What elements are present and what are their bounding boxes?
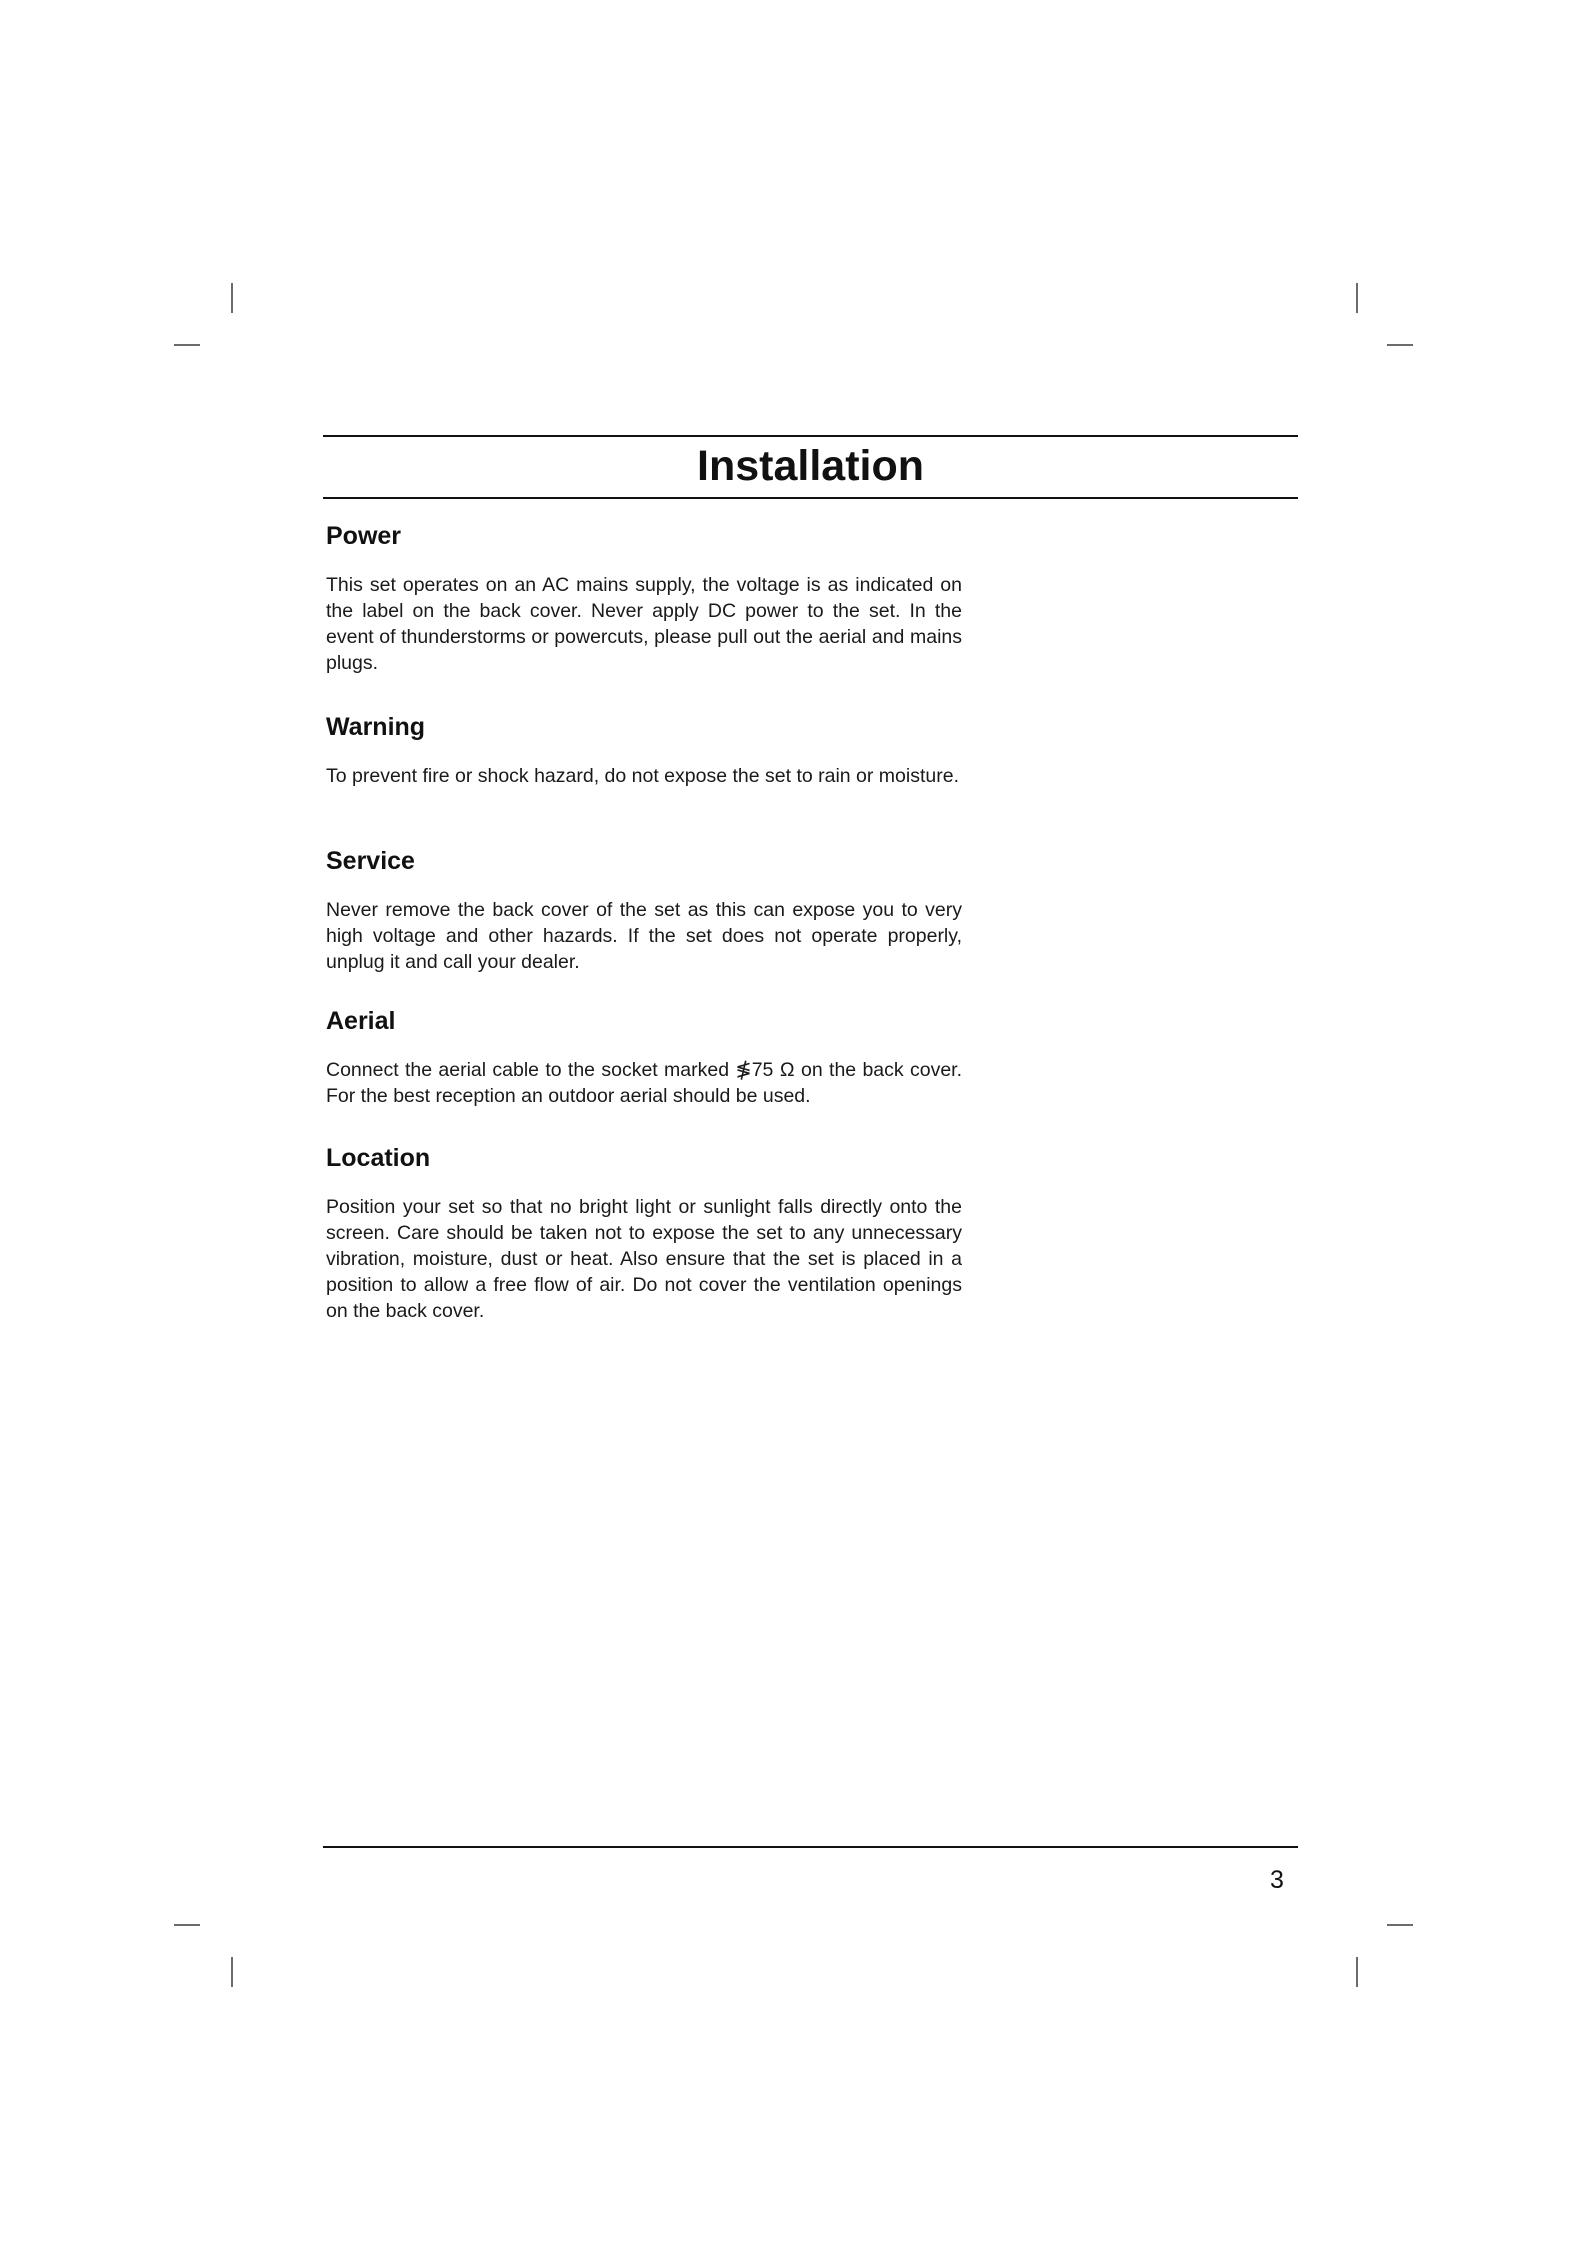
section-heading: Power	[326, 522, 402, 550]
crop-mark-top-right-horizontal	[1387, 344, 1413, 346]
section-location	[326, 1143, 962, 1324]
section-service	[326, 846, 962, 975]
footer-rule	[323, 1846, 1298, 1848]
page-number: 3	[1270, 1866, 1284, 1894]
section-aerial	[326, 1006, 962, 1109]
crop-mark-bottom-left-horizontal	[174, 1924, 200, 1926]
section-heading: Aerial	[326, 1007, 396, 1035]
section-paragraph: Position your set so that no bright light or sunlight falls directly onto the screen. Care should be taken not to expose the set to any unnecessary vibration, moisture, dust or heat. Also ensure that the set is placed in a position to allow a free flow of air. Do not cover the ventilation openings on the back cover.	[326, 1196, 962, 1322]
crop-mark-bottom-left-vertical	[231, 1957, 233, 1987]
section-paragraph: Connect the aerial cable to the socket marked ≸75 Ω on the back cover. For the best reception an outdoor aerial should be used.	[326, 1059, 962, 1107]
crop-mark-top-left-horizontal	[174, 344, 200, 346]
crop-mark-top-left-vertical	[231, 283, 233, 313]
section-power	[326, 521, 962, 676]
crop-mark-bottom-right-horizontal	[1387, 1924, 1413, 1926]
section-paragraph: Never remove the back cover of the set as this can expose you to very high voltage and other hazards. If the set does not operate properly, unplug it and call your dealer.	[326, 899, 962, 973]
crop-mark-top-right-vertical	[1356, 283, 1358, 313]
section-heading: Service	[326, 847, 415, 875]
section-warning	[326, 712, 962, 789]
page-title: Installation	[697, 442, 924, 490]
section-paragraph: This set operates on an AC mains supply, the voltage is as indicated on the label on the back cover. Never apply DC power to the set. In the event of thunderstorms or powercuts, please pull out the aerial and mains plugs.	[326, 574, 962, 674]
section-heading: Warning	[326, 713, 426, 741]
crop-mark-bottom-right-vertical	[1356, 1957, 1358, 1987]
section-heading: Location	[326, 1144, 431, 1172]
title-bottom-rule	[323, 497, 1298, 499]
section-paragraph: To prevent fire or shock hazard, do not expose the set to rain or moisture.	[326, 765, 959, 787]
title-top-rule	[323, 435, 1298, 437]
